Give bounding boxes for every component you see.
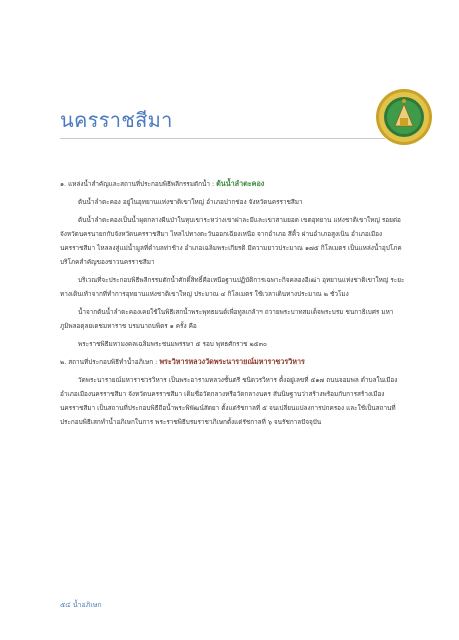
section-1-paragraph-2: ต้นน้ำลำตะคองเป็นน้ำผุดกลางผืนป่าในหุบเขาระหว่างเขาฝาละมีและเขาสามยอด เขตอุทยาน แห่งชาติเขาใหญ่ รอยต่อจังหวัดนครนายกกับจังหวัดนครราชสีมา ไหลไปทางตะวันออกเฉียงเหนือ จากอำเภอ สีคิ้ว ผ่านอำเภอสูงเนิน อำเภอเมืองนครราชสีมา ไหลลงสู่แม่น้ำมูลที่ตำบลท่าช้าง อำเภอเฉลิมพระเกียรติ มีความยาวประมาณ ๑๗๕ กิโลเมตร เป็นแหล่งน้ำอุปโภคบริโภคสำคัญของชาวนครราชสีมา bbox=[60, 216, 402, 266]
section-2-heading bbox=[60, 355, 405, 369]
section-2-heading-prefix: ๒. สถานที่ประกอบพิธีทำน้ำอภิเษก : bbox=[60, 358, 160, 366]
section-1-paragraph-1: ต้นน้ำลำตะคอง อยู่ในอุทยานแห่งชาติเขาใหญ่ อำเภอปากช่อง จังหวัดนครราชสีมา bbox=[78, 198, 303, 206]
section-1-heading-prefix: ๑. แหล่งน้ำสำคัญและสถานที่ประกอบพิธีพลีกรรมตักน้ำ : bbox=[60, 180, 217, 188]
title-divider bbox=[60, 138, 385, 139]
section-1-paragraph-4: น้ำจากต้นน้ำลำตะคองเคยใช้ในพิธีเสกน้ำพระพุทธมนต์เพื่อทูลเกล้าฯ ถวายพระบาทสมเด็จพระบรม ชนกาธิเบศร มหาภูมิพลอดุลยเดชมหาราช บรมนาถบพิตร ๑ ครั้ง คือ bbox=[60, 308, 394, 330]
province-seal-icon bbox=[375, 88, 433, 146]
document-body bbox=[60, 177, 405, 429]
section-2-heading-highlight: พระวิหารหลวงวัดพระนารายณ์มหาราชวรวิหาร bbox=[159, 357, 305, 366]
section-1-paragraph-5: พระราชพิธีมหามงคลเฉลิมพระชนมพรรษา ๕ รอบ พุทธศักราช ๒๕๓๐ bbox=[78, 340, 267, 348]
section-1-paragraph-3: บริเวณที่จะประกอบพิธีพลีกรรมตักน้ำศักดิ์สิทธิ์คือเหนือฐานปฏิบัติการเฉพาะกิจคลองอีเฒ่า อุทยานแห่งชาติเขาใหญ่ ระยะทางเดินเท้าจากที่ทำการอุทยานแห่งชาติเขาใหญ่ ประมาณ ๔ กิโลเมตร ใช้เวลาเดินทางประมาณ ๒ ชั่วโมง bbox=[60, 276, 405, 298]
section-1-heading-highlight: ต้นน้ำลำตะคอง bbox=[216, 179, 265, 188]
page-title: นครราชสีมา bbox=[60, 108, 173, 132]
page-footer: ๕๔ น้ำอภิเษก bbox=[60, 601, 102, 609]
section-2-paragraph-1: วัดพระนารายณ์มหาราชวรวิหาร เป็นพระอารามหลวงชั้นตรี ชนิดวรวิหาร ตั้งอยู่เลขที่ ๕๑๗ ถนนจอมพล ตำบลในเมือง อำเภอเมืองนครราชสีมา จังหวัดนครราชสีมา เดิมชื่อวัดกลางหรือวัดกลางนคร สันนิษฐานว่าสร้างพร้อมกับการสร้างเมืองนครราชสีมา เป็นสถานที่ประกอบพิธีถือน้ำพระพิพัฒน์สัตยา ตั้งแต่รัชกาลที่ ๕ จนเปลี่ยนแปลงการปกครอง และใช้เป็นสถานที่ประกอบพิธีเสกทำน้ำอภิเษกในการ พระราชพิธีบรมราชาภิเษกตั้งแต่รัชกาลที่ ๖ จนรัชกาลปัจจุบัน bbox=[60, 376, 398, 426]
section-1-heading bbox=[60, 177, 405, 191]
